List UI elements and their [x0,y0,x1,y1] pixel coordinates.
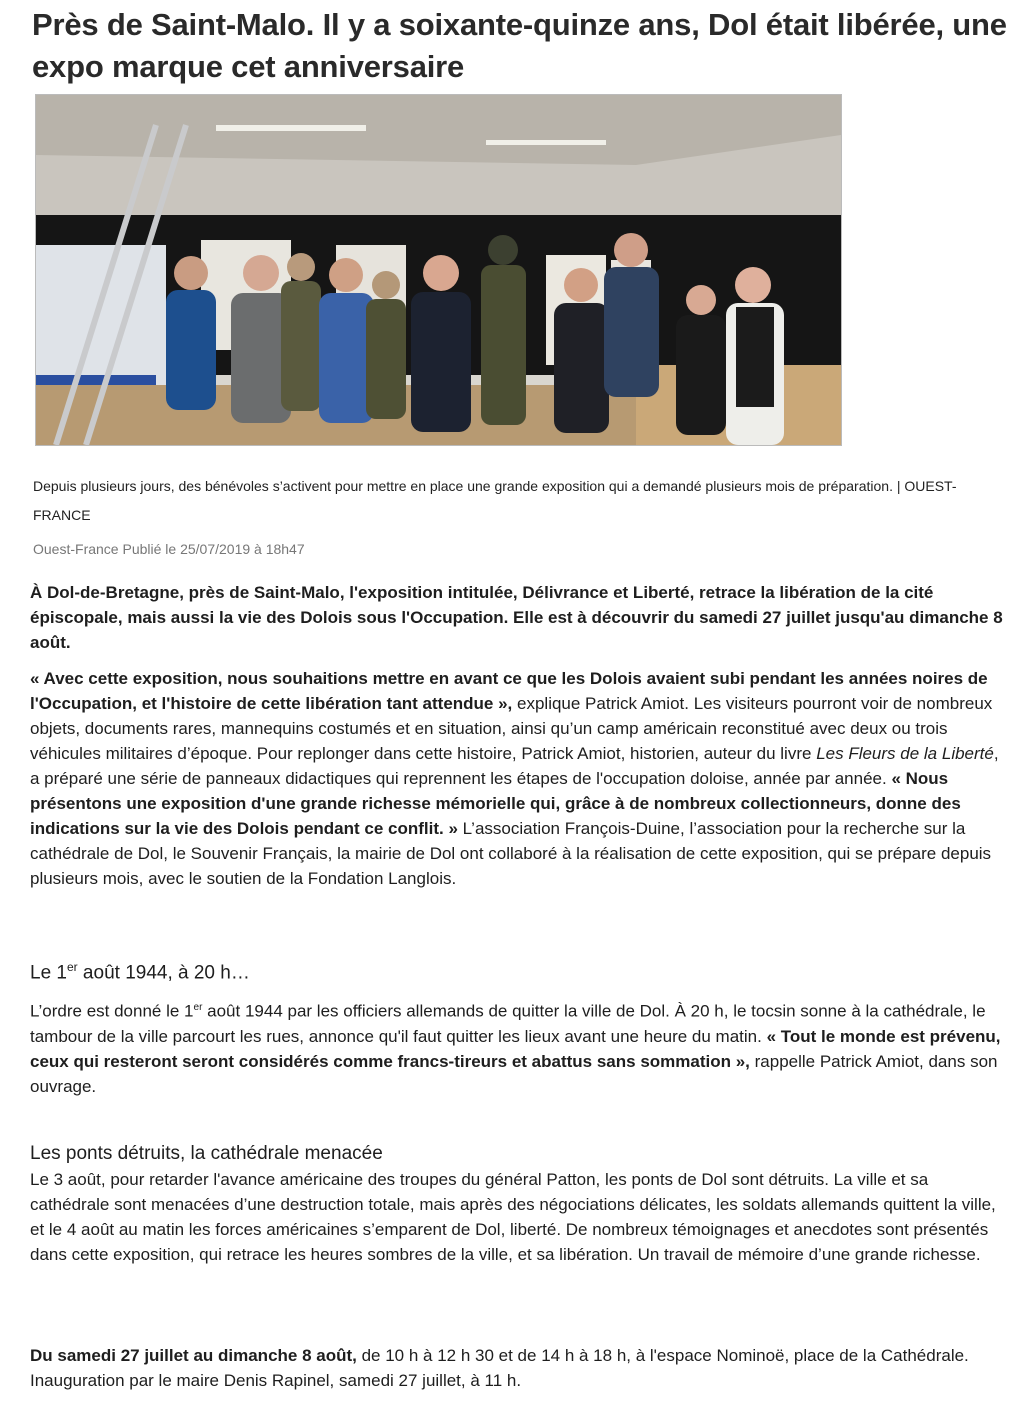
article-lead: À Dol-de-Bretagne, près de Saint-Malo, l'exposition intitulée, Délivrance et Liberté, retrace la libération de la cité épiscopale, mais aussi la vie des Dolois sous l'Occupation. Elle est à découvrir du samedi 27 juillet jusqu'au dimanche 8 août. [30,583,1003,652]
article-photo [35,94,842,446]
paragraph-text: de 10 h à 12 h 30 et de 14 h à 18 h, à l'espace Nominoë, place de la Cathédrale. Inauguration par le maire Denis Rapinel, samedi 27 juillet, à 11 h. [30,1346,969,1390]
subheading-text: août 1944, à 20 h… [77,962,250,984]
paragraph-text: , a préparé une série de panneaux didactiques qui reprennent les étapes de l'occupation doloise, année par année. [30,744,999,788]
dates-bold: Du samedi 27 juillet au dimanche 8 août, [30,1346,357,1365]
ordinal-suffix: er [193,1002,203,1013]
paragraph-text: L’ordre est donné le 1 [30,1001,194,1021]
article-paragraph-1 [30,666,1005,891]
paragraph-text: août 1944 par les officiers allemands de quitter la ville de Dol. À 20 h, le tocsin sonne à la cathédrale, le tambour de la ville parcourt les rues, annonce qu'il faut quitter les lieux avant une heure du matin. [30,1001,986,1046]
paragraph-text: explique Patrick Amiot. Les visiteurs pourront voir de nombreux objets, documents rares, mannequins costumés et en situation, ainsi qu’un camp américain reconstitué avec deux ou trois véhicules militaires d’époque. Pour replonger dans cette histoire, Patrick Amiot, historien, auteur du livre [30,694,993,763]
paragraph-text: L’association François-Duine, l’association pour la recherche sur la cathédrale de Dol, le Souvenir Français, la mairie de Dol ont collaboré à la réalisation de cette exposition, qui se prépare depuis plusieurs mois, avec le soutien de la Fondation Langlois. [30,819,992,888]
quote-amiot-3: « Tout le monde est prévenu, ceux qui resteront seront considérés comme francs-tireurs et abattus sans sommation », [30,1026,1001,1071]
group-photo-icon [36,95,841,445]
quote-amiot-1: « Avec cette exposition, nous souhaitions mettre en avant ce que les Dolois avaient subi pendant les années noires de l'Occupation, et l'histoire de cette libération tant attendue », [30,669,988,713]
ordinal-suffix: er [66,960,78,974]
subheading-2: Les ponts détruits, la cathédrale menacée [30,1143,383,1164]
article-paragraph-2 [30,995,1005,1099]
subheading-text: Le 1 [30,962,67,984]
paragraph-text: rappelle Patrick Amiot, dans son ouvrage. [30,1051,998,1096]
subheading-1 [30,960,250,984]
photo-caption: Depuis plusieurs jours, des bénévoles s’activent pour mettre en place une grande exposition qui a demandé plusieurs mois de préparation. | OUEST-FRANCE [33,478,957,523]
publication-meta: Ouest-France Publié le 25/07/2019 à 18h47 [33,541,305,557]
quote-amiot-2: « Nous présentons une exposition d'une grande richesse mémorielle qui, grâce à de nombreux collectionneurs, donne des indications sur la vie des Dolois pendant ce conflit. » [30,769,961,838]
article-title: Près de Saint-Malo. Il y a soixante-quinze ans, Dol était libérée, une expo marque cet anniversaire [32,7,1007,84]
book-title: Les Fleurs de la Liberté [816,744,994,763]
article-paragraph-3: Le 3 août, pour retarder l'avance américaine des troupes du général Patton, les ponts de Dol sont détruits. La ville et sa cathédrale sont menacées d’une destruction totale, mais après des négociations délicates, les soldats allemands quittent la ville, et le 4 août au matin les forces américaines s’emparent de Dol, liberté. De nombreux témoignages et anecdotes sont présentés dans cette exposition, qui retrace les heures sombres de la ville, et sa libération. Un travail de mémoire d’une grande richesse. [30,1170,996,1264]
article-practical-info [30,1343,1005,1393]
